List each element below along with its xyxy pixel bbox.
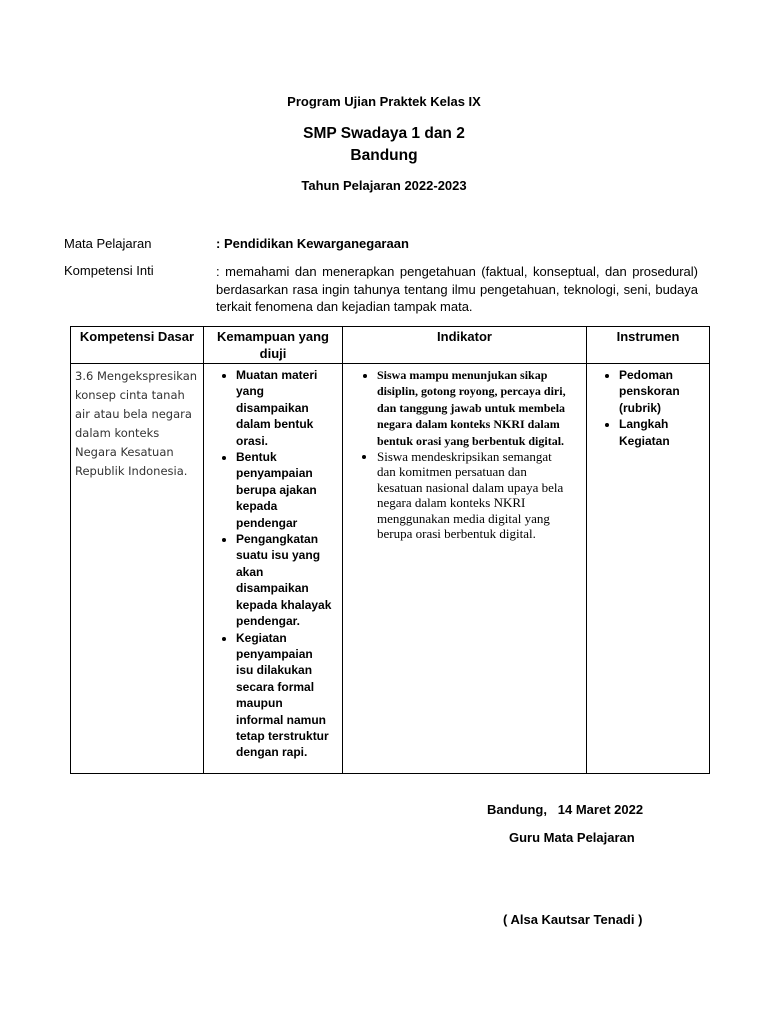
instrumen-list — [591, 367, 705, 449]
kompetensi-inti-value: : memahami dan menerapkan pengetahuan (faktual, konseptual, dan prosedural) berdasarkan rasa ingin tahunya tentang ilmu pengetahuan, teknologi, seni, budaya terkait fenomena dan kejadian tampak mata. — [216, 264, 698, 314]
table-header-row — [71, 327, 710, 364]
program-title: Program Ujian Praktek Kelas IX — [287, 94, 481, 109]
list-item: • Langkah Kegiatan — [619, 416, 699, 449]
mata-pelajaran-value: : Pendidikan Kewarganegaraan — [216, 236, 409, 251]
kompetensi-dasar-text: 3.6 Mengekspresikan konsep cinta tanah air atau bela negara dalam konteks Negara Kesatuan Republik Indonesia. — [75, 369, 198, 478]
city-name: Bandung — [350, 147, 418, 164]
cell-indikator — [343, 364, 587, 774]
kemampuan-list — [208, 367, 338, 761]
cell-instrumen — [587, 364, 710, 774]
list-item: • Pedoman penskoran (rubrik) — [619, 367, 699, 416]
list-item: • Pengangkatan suatu isu yang akan disampaikan kepada khalayak pendengar. — [236, 531, 332, 629]
school-name-line: SMP Swadaya 1 dan 2 — [303, 125, 465, 142]
header-kemampuan: Kemampuan yang diuji — [204, 327, 343, 364]
signature-date: Bandung, 14 Maret 2022 — [487, 802, 644, 817]
list-item: • Kegiatan penyampaian isu dilakukan secara formal maupun informal namun tetap terstruktur dengan rapi. — [236, 630, 332, 761]
signature-role: Guru Mata Pelajaran — [509, 830, 635, 845]
academic-year: Tahun Pelajaran 2022-2023 — [301, 178, 467, 193]
table-row — [71, 364, 710, 774]
indikator-list — [347, 367, 582, 541]
list-item: • Siswa mendeskripsikan semangat dan komitmen persatuan dan kesatuan nasional dalam upaya bela negara dalam konteks NKRI menggunakan media digital yang berupa orasi berbentuk digital. — [377, 449, 569, 541]
cell-kompetensi-dasar — [71, 364, 204, 774]
signature-name: ( Alsa Kautsar Tenadi ) — [503, 912, 643, 927]
cell-kemampuan — [204, 364, 343, 774]
list-item: • Muatan materi yang disampaikan dalam bentuk orasi. — [236, 367, 332, 449]
list-item: • Bentuk penyampaian berupa ajakan kepada pendengar — [236, 449, 332, 531]
header-indikator: Indikator — [343, 327, 587, 364]
header-kompetensi-dasar: Kompetensi Dasar — [71, 327, 204, 364]
header-instrumen: Instrumen — [587, 327, 710, 364]
list-item: • Siswa mampu menunjukan sikap disiplin, gotong royong, percaya diri, dan tanggung jawab untuk membela negara dalam konteks NKRI dalam bentuk orasi yang berbentuk digital. — [377, 367, 569, 449]
competency-table — [70, 326, 710, 774]
school-name — [0, 123, 768, 167]
mata-pelajaran-label: Mata Pelajaran — [64, 236, 152, 251]
kompetensi-inti-label: Kompetensi Inti — [64, 263, 154, 278]
